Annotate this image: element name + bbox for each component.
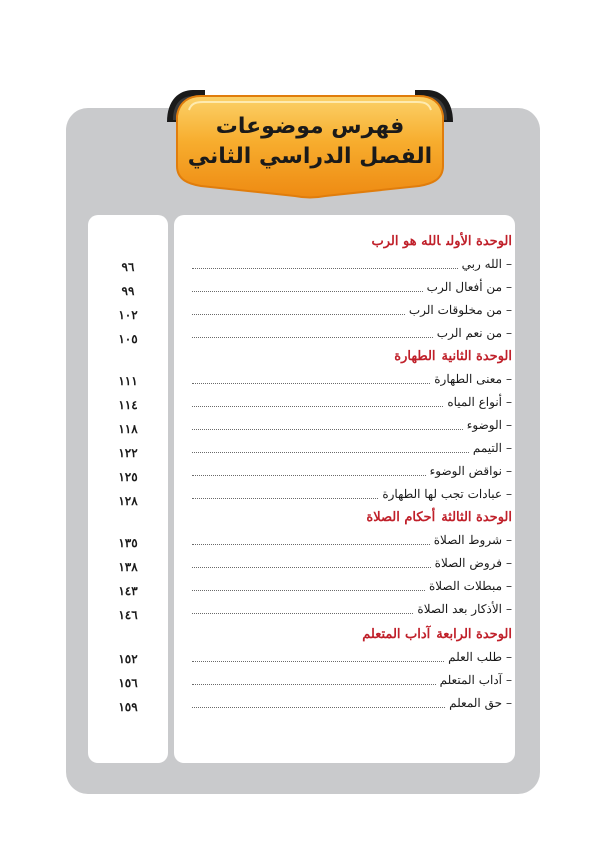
dot-leader — [192, 313, 405, 315]
dot-leader — [192, 451, 469, 453]
page-number: ٩٩ — [121, 284, 135, 298]
header-ribbon — [165, 88, 455, 208]
dash-icon: – — [506, 418, 512, 432]
lesson-title: عبادات تجب لها الطهارة — [382, 487, 502, 501]
lesson-row[interactable] — [192, 277, 512, 297]
page-number: ٩٦ — [121, 260, 135, 274]
lesson-title: حق المعلم — [449, 696, 502, 710]
lesson-row[interactable] — [192, 670, 512, 690]
page-number: ١٥٦ — [118, 676, 138, 690]
page-number: ١٢٥ — [118, 470, 138, 484]
lesson-title: معنى الطهارة — [434, 372, 502, 386]
lesson-row[interactable] — [192, 392, 512, 412]
dash-icon: – — [506, 280, 512, 294]
page-number: ١٣٥ — [118, 536, 138, 550]
page-number: ١٠٥ — [118, 332, 138, 346]
dash-icon: – — [506, 395, 512, 409]
dot-leader — [192, 290, 423, 292]
page-number: ١١٨ — [118, 422, 138, 436]
contents-panel — [174, 215, 515, 763]
dash-icon: – — [506, 464, 512, 478]
lesson-row[interactable] — [192, 300, 512, 320]
dot-leader — [192, 405, 443, 407]
lesson-row[interactable] — [192, 369, 512, 389]
page-number: ١٤٣ — [118, 584, 138, 598]
unit-title — [394, 347, 512, 367]
lesson-row[interactable] — [192, 599, 512, 619]
dot-leader — [192, 706, 445, 708]
lesson-title: مبطلات الصلاة — [428, 579, 502, 593]
unit-title — [366, 508, 512, 528]
dot-leader — [192, 382, 430, 384]
lesson-row[interactable] — [192, 323, 512, 343]
dash-icon: – — [506, 487, 512, 501]
unit-title — [372, 232, 513, 252]
lesson-title: من أفعال الرب — [426, 280, 502, 294]
dot-leader — [192, 612, 413, 614]
lesson-title: أنواع المياه — [447, 395, 502, 409]
unit-name: آداب المتعلم — [362, 627, 431, 642]
lesson-title: نواقض الوضوء — [429, 464, 502, 478]
ribbon-title-line2: الفصل الدراسي الثاني — [187, 144, 433, 169]
lesson-title: طلب العلم — [448, 650, 502, 664]
unit-name: الطهارة — [394, 349, 436, 364]
dash-icon: – — [506, 579, 512, 593]
lesson-row[interactable] — [192, 438, 512, 458]
dot-leader — [192, 474, 426, 476]
page-number: ١٢٢ — [118, 446, 138, 460]
dot-leader — [192, 267, 458, 269]
lesson-title: الأذكار بعد الصلاة — [417, 602, 502, 616]
page-number: ١٥٢ — [118, 652, 138, 666]
page-number: ١٢٨ — [118, 494, 138, 508]
page-number: ١٤٦ — [118, 608, 138, 622]
page-number: ١٥٩ — [118, 700, 138, 714]
lesson-title: من نعم الرب — [436, 326, 502, 340]
unit-name: أحكام الصلاة — [366, 510, 436, 525]
lesson-title: آداب المتعلم — [439, 673, 502, 687]
dash-icon: – — [506, 303, 512, 317]
lesson-row[interactable] — [192, 415, 512, 435]
ribbon-title-line1: فهرس موضوعات — [215, 114, 405, 139]
lesson-title: الوضوء — [466, 418, 502, 432]
dot-leader — [192, 566, 431, 568]
dash-icon: – — [506, 650, 512, 664]
unit-name: الله هو الرب — [371, 234, 441, 249]
dash-icon: – — [506, 257, 512, 271]
dash-icon: – — [506, 372, 512, 386]
dot-leader — [192, 428, 463, 430]
dash-icon: – — [506, 441, 512, 455]
lesson-row[interactable] — [192, 530, 512, 550]
lesson-title: شروط الصلاة — [433, 533, 502, 547]
lesson-title: التيمم — [472, 441, 502, 455]
lesson-row[interactable] — [192, 553, 512, 573]
lesson-title: الله ربي — [461, 257, 502, 271]
unit-label: الوحدة الأولى — [446, 234, 512, 249]
dash-icon: – — [506, 602, 512, 616]
lesson-row[interactable] — [192, 254, 512, 274]
page-numbers-column — [88, 215, 168, 763]
dash-icon: – — [506, 556, 512, 570]
dot-leader — [192, 589, 425, 591]
page-number: ١١٤ — [118, 398, 138, 412]
lesson-row[interactable] — [192, 461, 512, 481]
lesson-row[interactable] — [192, 647, 512, 667]
dot-leader — [192, 660, 444, 662]
page-number: ١٣٨ — [118, 560, 138, 574]
lesson-row[interactable] — [192, 576, 512, 596]
page-number: ١١١ — [118, 374, 138, 388]
dash-icon: – — [506, 696, 512, 710]
lesson-row[interactable] — [192, 693, 512, 713]
unit-label: الوحدة الثانية — [441, 349, 512, 364]
page-number: ١٠٢ — [118, 308, 138, 322]
ribbon-title — [165, 112, 455, 172]
dot-leader — [192, 543, 430, 545]
lesson-title: فروض الصلاة — [434, 556, 502, 570]
lesson-row[interactable] — [192, 484, 512, 504]
dash-icon: – — [506, 673, 512, 687]
dash-icon: – — [506, 326, 512, 340]
dash-icon: – — [506, 533, 512, 547]
unit-title — [362, 625, 512, 645]
lesson-title: من مخلوقات الرب — [408, 303, 502, 317]
unit-label: الوحدة الرابعة — [436, 627, 512, 642]
dot-leader — [192, 497, 378, 499]
unit-label: الوحدة الثالثة — [441, 510, 512, 525]
dot-leader — [192, 336, 433, 338]
dot-leader — [192, 683, 436, 685]
